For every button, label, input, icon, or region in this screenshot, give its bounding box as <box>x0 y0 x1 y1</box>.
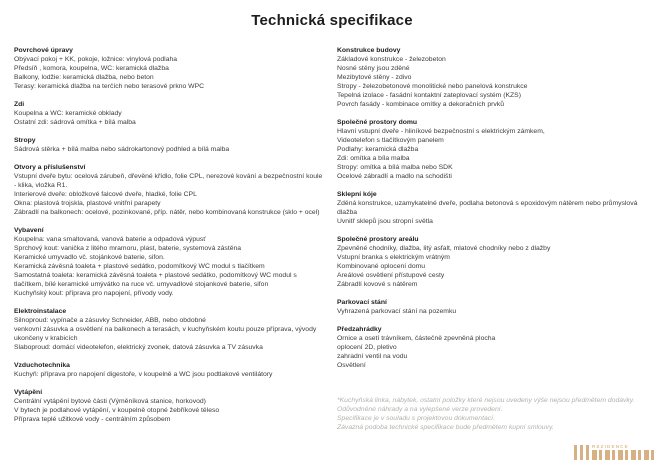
spec-line: Silnoproud: vypínače a zásuvky Schneider, ABB, nebo obdobné <box>14 317 206 324</box>
spec-line: venkovní zásuvka a osvětlení na balkonech a terasách, v kuchyňském koutu pouze příprava, vývody ukončeny v krabicích <box>14 326 317 342</box>
spec-line: Kuchyňský kout: příprava pro napojení, přívody vody. <box>14 290 174 297</box>
spec-section <box>14 388 326 424</box>
section-heading: Konstrukce budovy <box>337 47 401 54</box>
spec-section <box>337 325 649 370</box>
footnote <box>337 396 649 432</box>
spec-line: Zábradlí kovové s nátěrem <box>337 281 418 288</box>
spec-line: Ocelové zábradlí a madlo na schodišti <box>337 173 452 180</box>
spec-line: Kombinované oplocení domu <box>337 263 426 270</box>
spec-line: Koupelna: vana smaltovaná, vanová baterie a odpadová výpusť <box>14 236 206 243</box>
page-title: Technická specifikace <box>251 12 413 29</box>
spec-line: Okna: plastová trojskla, plastové vnitřní parapety <box>14 200 161 207</box>
spec-line: Zábradlí na balkonech: ocelové, pozinkované, příp. nátěr, nebo kombinovaná konstrukce (sklo + ocel) <box>14 209 320 216</box>
spec-section <box>14 307 326 352</box>
developer-logo <box>574 444 656 460</box>
section-heading: Společné prostory areálu <box>337 236 419 243</box>
spec-line: Ostatní zdi: sádrová omítka + bílá malba <box>14 119 136 126</box>
right-column <box>337 46 649 432</box>
spec-section <box>337 190 649 226</box>
spec-line: V bytech je podlahové vytápění, v koupelně otopné žebříkové těleso <box>14 407 220 414</box>
spec-line: Terasy: keramická dlažba na terčích nebo terasové prkno WPC <box>14 83 205 90</box>
spec-section <box>14 163 326 217</box>
section-heading: Povrchové úpravy <box>14 47 73 54</box>
spec-line: Samostatná toaleta: keramická závěsná toaleta + plastové sedátko, podomítkový WC modul s tlačítkem, bílé keramické umývátko na ruce vč. umyvadlové stojankové baterie, sifon <box>14 272 297 288</box>
spec-line: Kuchyň: příprava pro napojení digestoře, v koupelně a WC jsou podtlakové ventilátory <box>14 371 273 378</box>
section-heading: Elektroinstalace <box>14 308 67 315</box>
spec-line: Předsíň , komora, koupelna, WC: keramická dlažba <box>14 65 169 72</box>
spec-section <box>337 235 649 289</box>
spec-line: Videotelefon s tlačítkovým panelem <box>337 137 444 144</box>
footnote-line: *Kuchyňská linka, nábytek, ostatní položky které nejsou uvedeny výše nejsou předmětem dodávky. <box>337 397 635 404</box>
spec-line: Hlavní vstupní dveře - hliníkové bezpečnostní s elektrickým zámkem, <box>337 128 545 135</box>
spec-line: Základové konstrukce - železobeton <box>337 56 446 63</box>
spec-line: Balkony, lodžie: keramická dlažba, nebo beton <box>14 74 154 81</box>
developer-logo-small-text: REZIDENCE <box>592 444 629 449</box>
spec-line: Zdi: omítka a bíla malba <box>337 155 410 162</box>
spec-line: Zděná konstrukce, uzamykatelné dveře, podlaha betonová s epoxidovým nátěrem nebo průmyslová dlažba <box>337 200 638 216</box>
section-heading: Předzahrádky <box>337 326 382 333</box>
developer-logo-wordmark <box>592 450 656 460</box>
spec-line: Centrální vytápění bytové části (Výměníková stanice, horkovod) <box>14 398 206 405</box>
section-heading: Parkovací stání <box>337 299 387 306</box>
section-heading: Zdi <box>14 101 25 108</box>
section-heading: Stropy <box>14 137 36 144</box>
right-column-sections <box>337 46 649 370</box>
spec-line: Vstupní branka s elektrickým vrátným <box>337 254 450 261</box>
spec-section <box>14 100 326 127</box>
footnote-line: Specifikace je v souladu s projektovou dokumentací. <box>337 415 495 422</box>
spec-line: Stropy - železobetonové monolitické nebo panelová konstrukce <box>337 83 528 90</box>
spec-line: Zpevněné chodníky, dlažba, litý asfalt, mlatové chodníky nebo z dlažby <box>337 245 551 252</box>
spec-line: Uvnitř sklepů jsou stropní světla <box>337 218 433 225</box>
spec-line: oplocení 2D, pletivo <box>337 344 397 351</box>
spec-section <box>14 361 326 379</box>
footnote-line: Závazná podoba technické specifikace bude předmětem kupní smlouvy. <box>337 424 554 431</box>
spec-line: Interierové dveře: obložkové falcové dveře, hladké, folie CPL <box>14 191 197 198</box>
section-heading: Společné prostory domu <box>337 119 418 126</box>
developer-logo-icon <box>574 445 589 460</box>
spec-section <box>337 118 649 181</box>
spec-line: Stropy: omítka a bílá malba nebo SDK <box>337 164 453 171</box>
spec-line: Vyhrazená parkovací stání na pozemku <box>337 308 457 315</box>
spec-line: Ornice a osetí trávníkem, částečně zpevněná plocha <box>337 335 496 342</box>
left-column <box>14 46 326 433</box>
spec-line: Vstupní dveře bytu: ocelová zárubeň, dřevěné křídlo, folie CPL, nerezové kování a bezpečnostní koule - klika, vložka R1. <box>14 173 323 189</box>
spec-line: Obývací pokoj + KK, pokoje, ložnice: vinylová podlaha <box>14 56 178 63</box>
spec-line: Osvětlení <box>337 362 366 369</box>
section-heading: Otvory a příslušenství <box>14 164 86 171</box>
developer-logo-text <box>592 444 656 460</box>
spec-line: Sádrová stěrka + bílá malba nebo sádrokartonový podhled a bílá malba <box>14 146 230 153</box>
spec-line: Nosné stěny jsou zděné <box>337 65 410 72</box>
spec-line: Povrch fasády - kombinace omítky a dekoračních prvků <box>337 101 504 108</box>
spec-line: zahradní ventil na vodu <box>337 353 408 360</box>
spec-line: Sprchový kout: vanička z litého mramoru, plast, baterie, systemová zástěna <box>14 245 242 252</box>
spec-section <box>14 226 326 298</box>
spec-section <box>14 46 326 91</box>
spec-line: Keramické umyvadlo vč. stojánkové baterie, sifon. <box>14 254 165 261</box>
spec-line: Slaboproud: domácí videotelefon, elektrický zvonek, datová zásuvka a TV zásuvka <box>14 344 263 351</box>
spec-section <box>337 46 649 109</box>
section-heading: Sklepní kóje <box>337 191 377 198</box>
spec-section <box>14 136 326 154</box>
spec-line: Koupelna a WC: keramické obklady <box>14 110 122 117</box>
spec-section <box>337 298 649 316</box>
section-heading: Vzduchotechnika <box>14 362 70 369</box>
footnote-line: Odůvodněné náhrady a na vylepšené verze provedení. <box>337 406 503 413</box>
spec-line: Keramická závěsná toaleta + plastové sedátko, podomítkový WC modul s tlačítkem <box>14 263 265 270</box>
spec-line: Podlahy: keramická dlažba <box>337 146 419 153</box>
section-heading: Vytápění <box>14 389 43 396</box>
section-heading: Vybavení <box>14 227 44 234</box>
spec-line: Tepelná izolace - fasádní kontaktní zateplovací systém (KZS) <box>337 92 521 99</box>
spec-line: Příprava teplé užitkové vody - centrálním způsobem <box>14 416 171 423</box>
spec-line: Mezibytové stěny - zdivo <box>337 74 412 81</box>
spec-line: Areálové osvětlení přístupové cesty <box>337 272 445 279</box>
